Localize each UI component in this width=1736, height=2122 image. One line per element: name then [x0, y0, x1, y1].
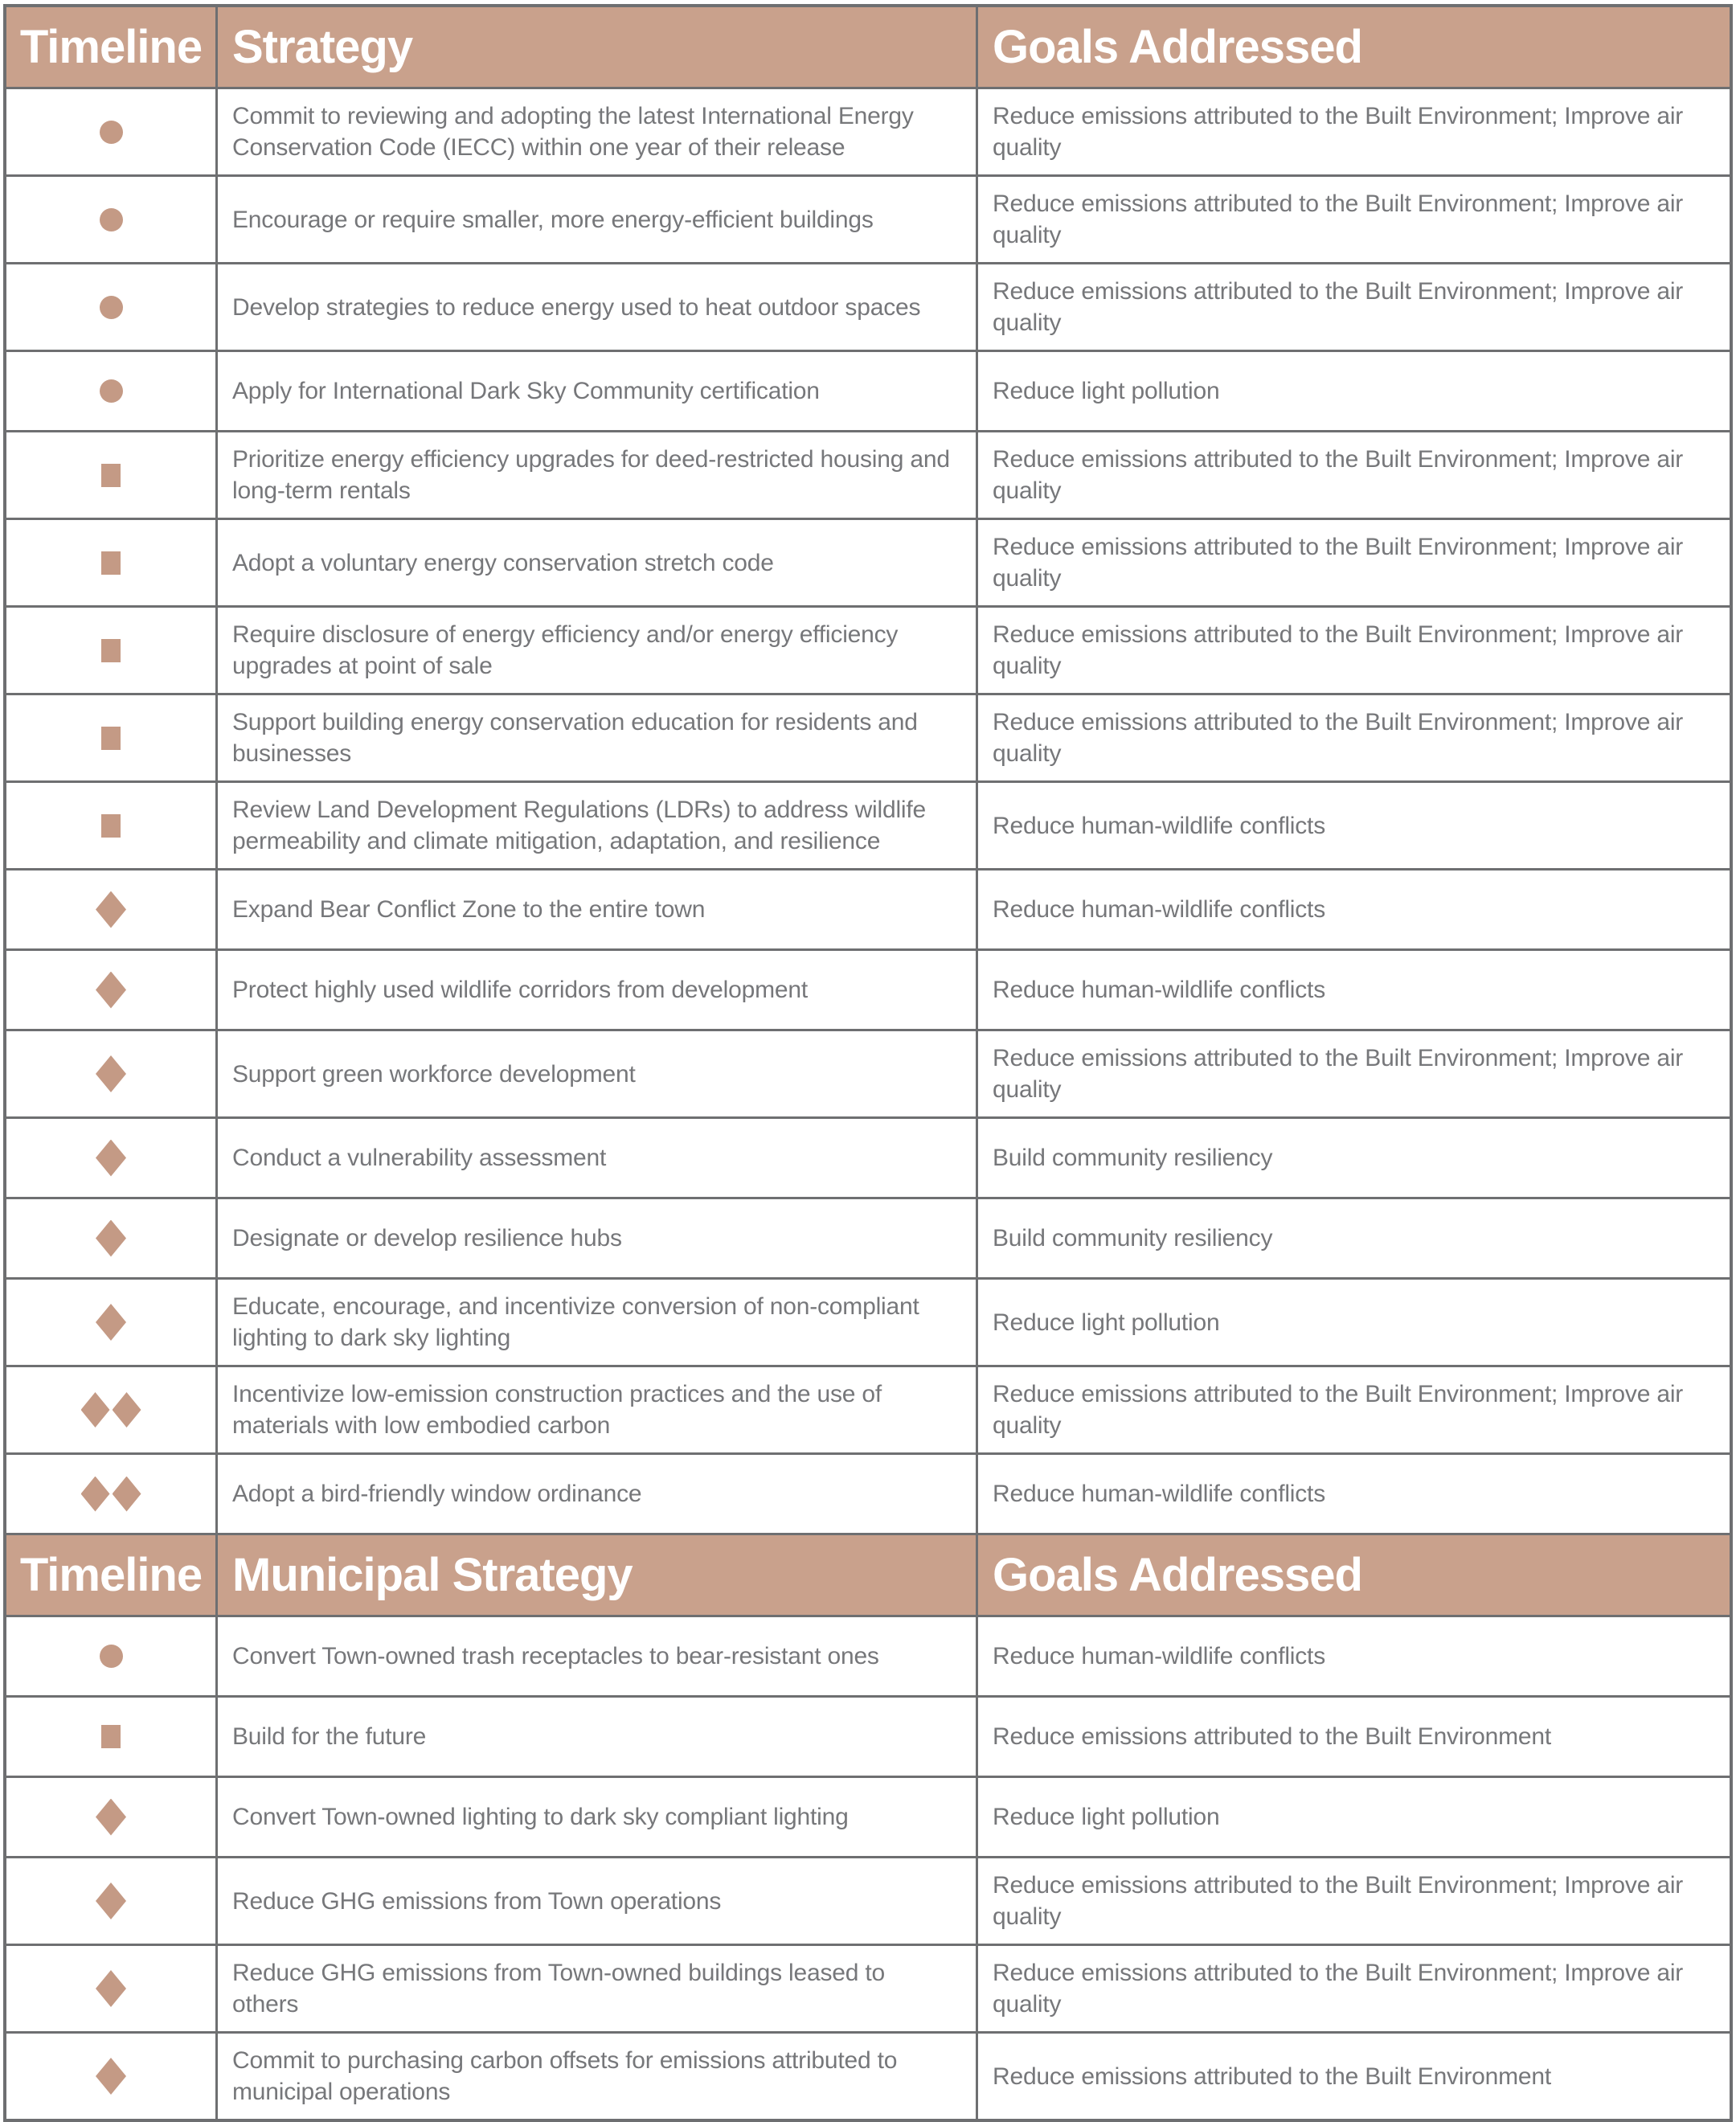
table-row — [6, 1856, 1730, 1944]
timeline-cell — [6, 1455, 215, 1533]
circle-icon — [100, 208, 123, 231]
table-row — [6, 1029, 1730, 1116]
timeline-cell — [6, 951, 215, 1029]
strategy-text: Educate, encourage, and incentivize conversion of non-compliant lighting to dark sky lighting — [215, 1280, 976, 1365]
square-icon — [101, 464, 121, 487]
column-header-municipal-strategy: Municipal Strategy — [215, 1535, 976, 1615]
diamond-icon — [96, 1055, 126, 1092]
diamond-icon — [96, 1799, 126, 1836]
diamond-icon — [96, 1304, 126, 1341]
community-rows — [6, 87, 1730, 1533]
goals-text: Reduce emissions attributed to the Built Environment; Improve air quality — [976, 520, 1730, 605]
strategy-text: Convert Town-owned trash receptacles to bear-resistant ones — [215, 1617, 976, 1695]
goals-text: Reduce human-wildlife conflicts — [976, 783, 1730, 868]
timeline-cell — [6, 89, 215, 174]
strategy-text: Reduce GHG emissions from Town operations — [215, 1858, 976, 1944]
table-row — [6, 2031, 1730, 2119]
column-header-timeline: Timeline — [6, 7, 215, 87]
strategy-text: Adopt a voluntary energy conservation stretch code — [215, 520, 976, 605]
diamond-icon — [96, 1970, 126, 2007]
municipal-rows — [6, 1615, 1730, 2119]
timeline-cell — [6, 1119, 215, 1197]
timeline-cell — [6, 871, 215, 948]
table-row — [6, 1197, 1730, 1277]
strategy-text: Incentivize low-emission construction practices and the use of materials with low embodied carbon — [215, 1367, 976, 1452]
diamond-icon — [113, 1392, 141, 1428]
timeline-cell — [6, 352, 215, 430]
strategy-text: Review Land Development Regulations (LDRs) to address wildlife permeability and climate mitigation, adaptation, and resilience — [215, 783, 976, 868]
table-row — [6, 87, 1730, 174]
timeline-cell — [6, 608, 215, 693]
table-row — [6, 350, 1730, 430]
column-header-goals: Goals Addressed — [976, 1535, 1730, 1615]
diamond-icon — [96, 1140, 126, 1177]
diamond-icon — [96, 972, 126, 1009]
double-diamond-icon — [81, 1392, 141, 1428]
goals-text: Reduce emissions attributed to the Built Environment; Improve air quality — [976, 695, 1730, 780]
goals-text: Reduce emissions attributed to the Built Environment; Improve air quality — [976, 264, 1730, 350]
table-row — [6, 1452, 1730, 1533]
strategy-text: Convert Town-owned lighting to dark sky compliant lighting — [215, 1778, 976, 1856]
strategy-text: Reduce GHG emissions from Town-owned buildings leased to others — [215, 1946, 976, 2031]
table-row — [6, 1365, 1730, 1452]
climate-strategy-table — [3, 4, 1733, 2122]
diamond-icon — [81, 1392, 110, 1428]
strategy-text: Develop strategies to reduce energy used to heat outdoor spaces — [215, 264, 976, 350]
timeline-cell — [6, 1698, 215, 1776]
goals-text: Build community resiliency — [976, 1119, 1730, 1197]
diamond-icon — [96, 2058, 126, 2095]
diamond-icon — [96, 1882, 126, 1919]
timeline-cell — [6, 1778, 215, 1856]
square-icon — [101, 551, 121, 575]
strategy-text: Protect highly used wildlife corridors from development — [215, 951, 976, 1029]
strategy-text: Support green workforce development — [215, 1031, 976, 1116]
column-header-strategy: Strategy — [215, 7, 976, 87]
circle-icon — [100, 121, 123, 144]
strategy-text: Designate or develop resilience hubs — [215, 1199, 976, 1277]
municipal-header-row — [6, 1533, 1730, 1615]
strategy-text: Require disclosure of energy efficiency and/or energy efficiency upgrades at point of sale — [215, 608, 976, 693]
goals-text: Reduce human-wildlife conflicts — [976, 951, 1730, 1029]
table-row — [6, 605, 1730, 693]
strategy-text: Prioritize energy efficiency upgrades for deed-restricted housing and long-term rentals — [215, 432, 976, 518]
goals-text: Reduce light pollution — [976, 1778, 1730, 1856]
square-icon — [101, 1725, 121, 1748]
goals-text: Reduce emissions attributed to the Built Environment; Improve air quality — [976, 1858, 1730, 1944]
table-row — [6, 780, 1730, 868]
diamond-icon — [96, 1220, 126, 1257]
table-row — [6, 1615, 1730, 1695]
timeline-cell — [6, 1199, 215, 1277]
table-row — [6, 948, 1730, 1029]
timeline-cell — [6, 1858, 215, 1944]
strategy-text: Commit to reviewing and adopting the latest International Energy Conservation Code (IECC) within one year of their release — [215, 89, 976, 174]
timeline-cell — [6, 520, 215, 605]
goals-text: Reduce emissions attributed to the Built Environment; Improve air quality — [976, 1031, 1730, 1116]
timeline-cell — [6, 1946, 215, 2031]
goals-text: Reduce emissions attributed to the Built Environment; Improve air quality — [976, 177, 1730, 262]
timeline-cell — [6, 1280, 215, 1365]
timeline-cell — [6, 177, 215, 262]
timeline-cell — [6, 2034, 215, 2119]
square-icon — [101, 814, 121, 838]
table-row — [6, 1944, 1730, 2031]
square-icon — [101, 639, 121, 662]
table-row — [6, 1116, 1730, 1197]
strategy-text: Build for the future — [215, 1698, 976, 1776]
diamond-icon — [81, 1477, 110, 1512]
double-diamond-icon — [81, 1477, 141, 1512]
table-row — [6, 1277, 1730, 1365]
table-row — [6, 1695, 1730, 1776]
square-icon — [101, 727, 121, 750]
table-row — [6, 1776, 1730, 1856]
strategy-text: Conduct a vulnerability assessment — [215, 1119, 976, 1197]
table-row — [6, 693, 1730, 780]
diamond-icon — [113, 1477, 141, 1512]
strategy-text: Apply for International Dark Sky Community certification — [215, 352, 976, 430]
goals-text: Reduce emissions attributed to the Built Environment; Improve air quality — [976, 1946, 1730, 2031]
goals-text: Reduce human-wildlife conflicts — [976, 871, 1730, 948]
strategy-text: Support building energy conservation education for residents and businesses — [215, 695, 976, 780]
goals-text: Reduce emissions attributed to the Built Environment; Improve air quality — [976, 608, 1730, 693]
goals-text: Reduce light pollution — [976, 352, 1730, 430]
column-header-timeline: Timeline — [6, 1535, 215, 1615]
goals-text: Reduce emissions attributed to the Built Environment; Improve air quality — [976, 432, 1730, 518]
timeline-cell — [6, 1031, 215, 1116]
table-row — [6, 262, 1730, 350]
community-header-row — [6, 7, 1730, 87]
timeline-cell — [6, 695, 215, 780]
goals-text: Reduce human-wildlife conflicts — [976, 1617, 1730, 1695]
strategy-text: Commit to purchasing carbon offsets for emissions attributed to municipal operations — [215, 2034, 976, 2119]
timeline-cell — [6, 264, 215, 350]
table-row — [6, 174, 1730, 262]
goals-text: Reduce emissions attributed to the Built Environment — [976, 1698, 1730, 1776]
table-row — [6, 868, 1730, 948]
diamond-icon — [96, 891, 126, 928]
circle-icon — [100, 296, 123, 319]
strategy-text: Encourage or require smaller, more energy-efficient buildings — [215, 177, 976, 262]
timeline-cell — [6, 783, 215, 868]
timeline-cell — [6, 432, 215, 518]
goals-text: Reduce emissions attributed to the Built Environment — [976, 2034, 1730, 2119]
goals-text: Build community resiliency — [976, 1199, 1730, 1277]
goals-text: Reduce light pollution — [976, 1280, 1730, 1365]
strategy-text: Adopt a bird-friendly window ordinance — [215, 1455, 976, 1533]
goals-text: Reduce emissions attributed to the Built Environment; Improve air quality — [976, 1367, 1730, 1452]
table-row — [6, 518, 1730, 605]
column-header-goals: Goals Addressed — [976, 7, 1730, 87]
timeline-cell — [6, 1367, 215, 1452]
timeline-cell — [6, 1617, 215, 1695]
goals-text: Reduce emissions attributed to the Built Environment; Improve air quality — [976, 89, 1730, 174]
table-row — [6, 430, 1730, 518]
circle-icon — [100, 379, 123, 403]
goals-text: Reduce human-wildlife conflicts — [976, 1455, 1730, 1533]
circle-icon — [100, 1645, 123, 1668]
strategy-text: Expand Bear Conflict Zone to the entire town — [215, 871, 976, 948]
